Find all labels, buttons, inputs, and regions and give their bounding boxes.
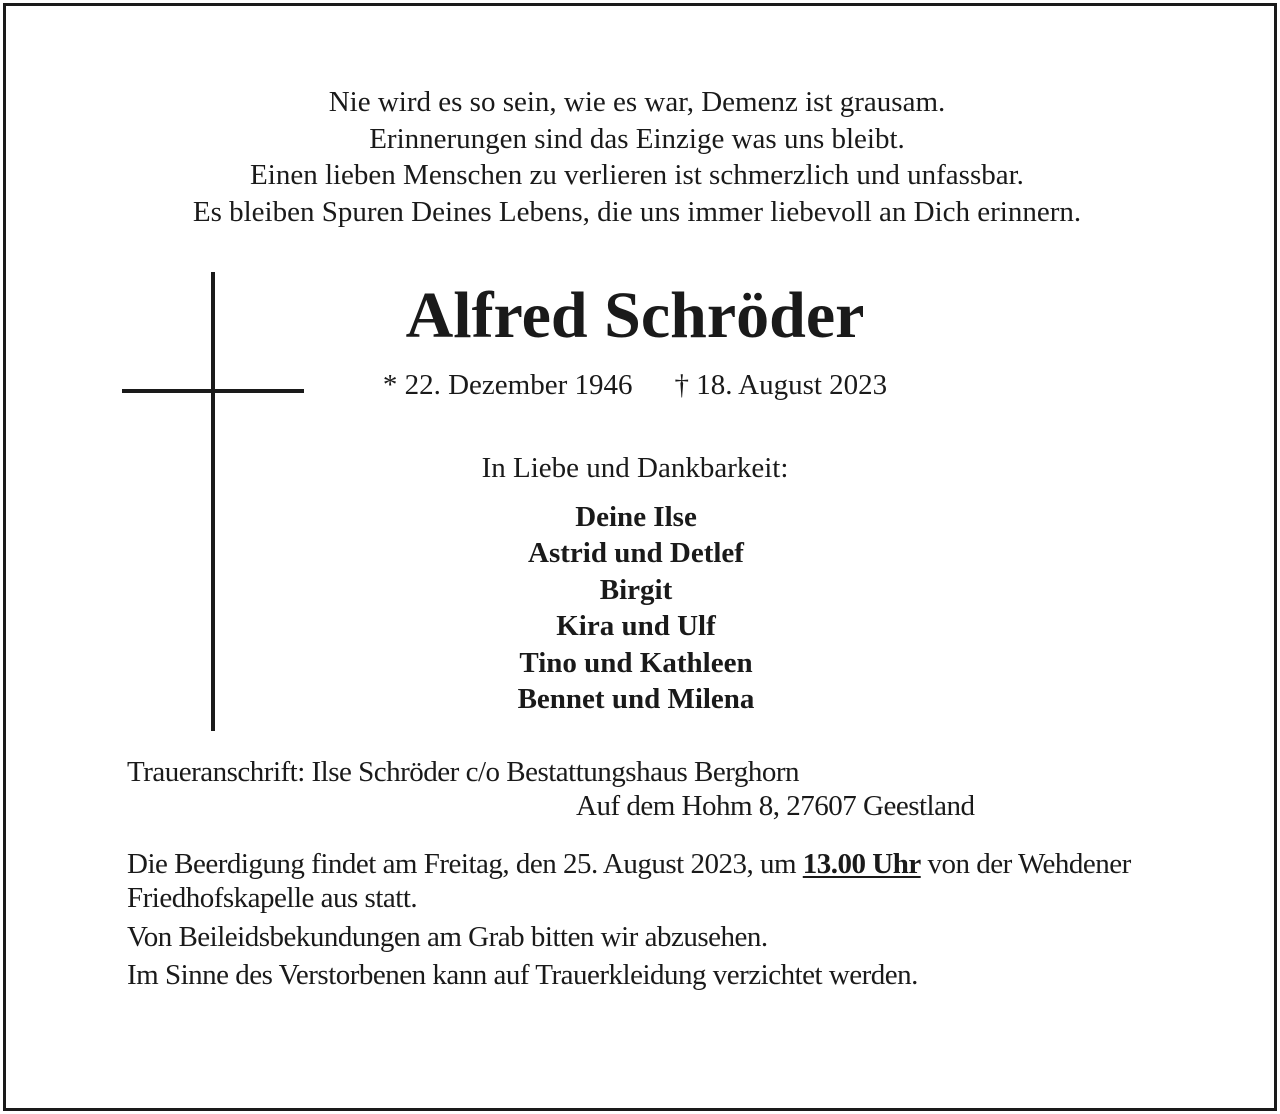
mourner-name: Birgit: [599, 573, 673, 606]
poem-line: Einen lieben Menschen zu verlieren ist schmerzlich und unfassbar.: [250, 159, 1024, 191]
birth-date: * 22. Dezember 1946: [382, 369, 633, 401]
funeral-time: 13.00 Uhr: [802, 848, 921, 880]
death-date: † 18. August 2023: [674, 369, 888, 401]
funeral-info-text: Die Beerdigung findet am Freitag, den 25. August 2023, um: [127, 848, 803, 880]
poem-line: Erinnerungen sind das Einzige was uns bleibt.: [369, 122, 905, 155]
attire-note: Im Sinne des Verstorbenen kann auf Trauerkleidung verzichtet werden.: [127, 959, 918, 991]
condolences-note: Von Beileidsbekundungen am Grab bitten wir abzusehen.: [127, 921, 768, 953]
dedication: In Liebe und Dankbarkeit:: [481, 452, 789, 484]
life-dates: [0, 366, 1270, 404]
funeral-info: [127, 847, 1187, 915]
mourners-list: [0, 499, 1272, 717]
funeral-notes: [127, 847, 1187, 992]
deceased-name: Alfred Schröder: [405, 279, 865, 352]
poem: [0, 84, 1274, 230]
mourner-name: Kira und Ulf: [556, 610, 716, 643]
mourning-address-street: Auf dem Hohm 8, 27607 Geestland: [576, 790, 975, 822]
mourning-address: Traueranschrift: Ilse Schröder c/o Bestattungshaus Berghorn: [127, 756, 799, 788]
mourner-name: Astrid und Detlef: [528, 537, 744, 570]
mourner-name: Bennet und Milena: [517, 683, 755, 716]
mourner-name: Tino und Kathleen: [519, 646, 753, 679]
poem-line: Es bleiben Spuren Deines Lebens, die uns immer liebevoll an Dich erinnern.: [192, 195, 1082, 228]
funeral-info-location: von der Wehdener Friedhofskapelle aus statt.: [127, 848, 1131, 914]
poem-line: Nie wird es so sein, wie es war, Demenz ist grausam.: [328, 86, 946, 118]
mourner-name: Deine Ilse: [575, 501, 697, 533]
